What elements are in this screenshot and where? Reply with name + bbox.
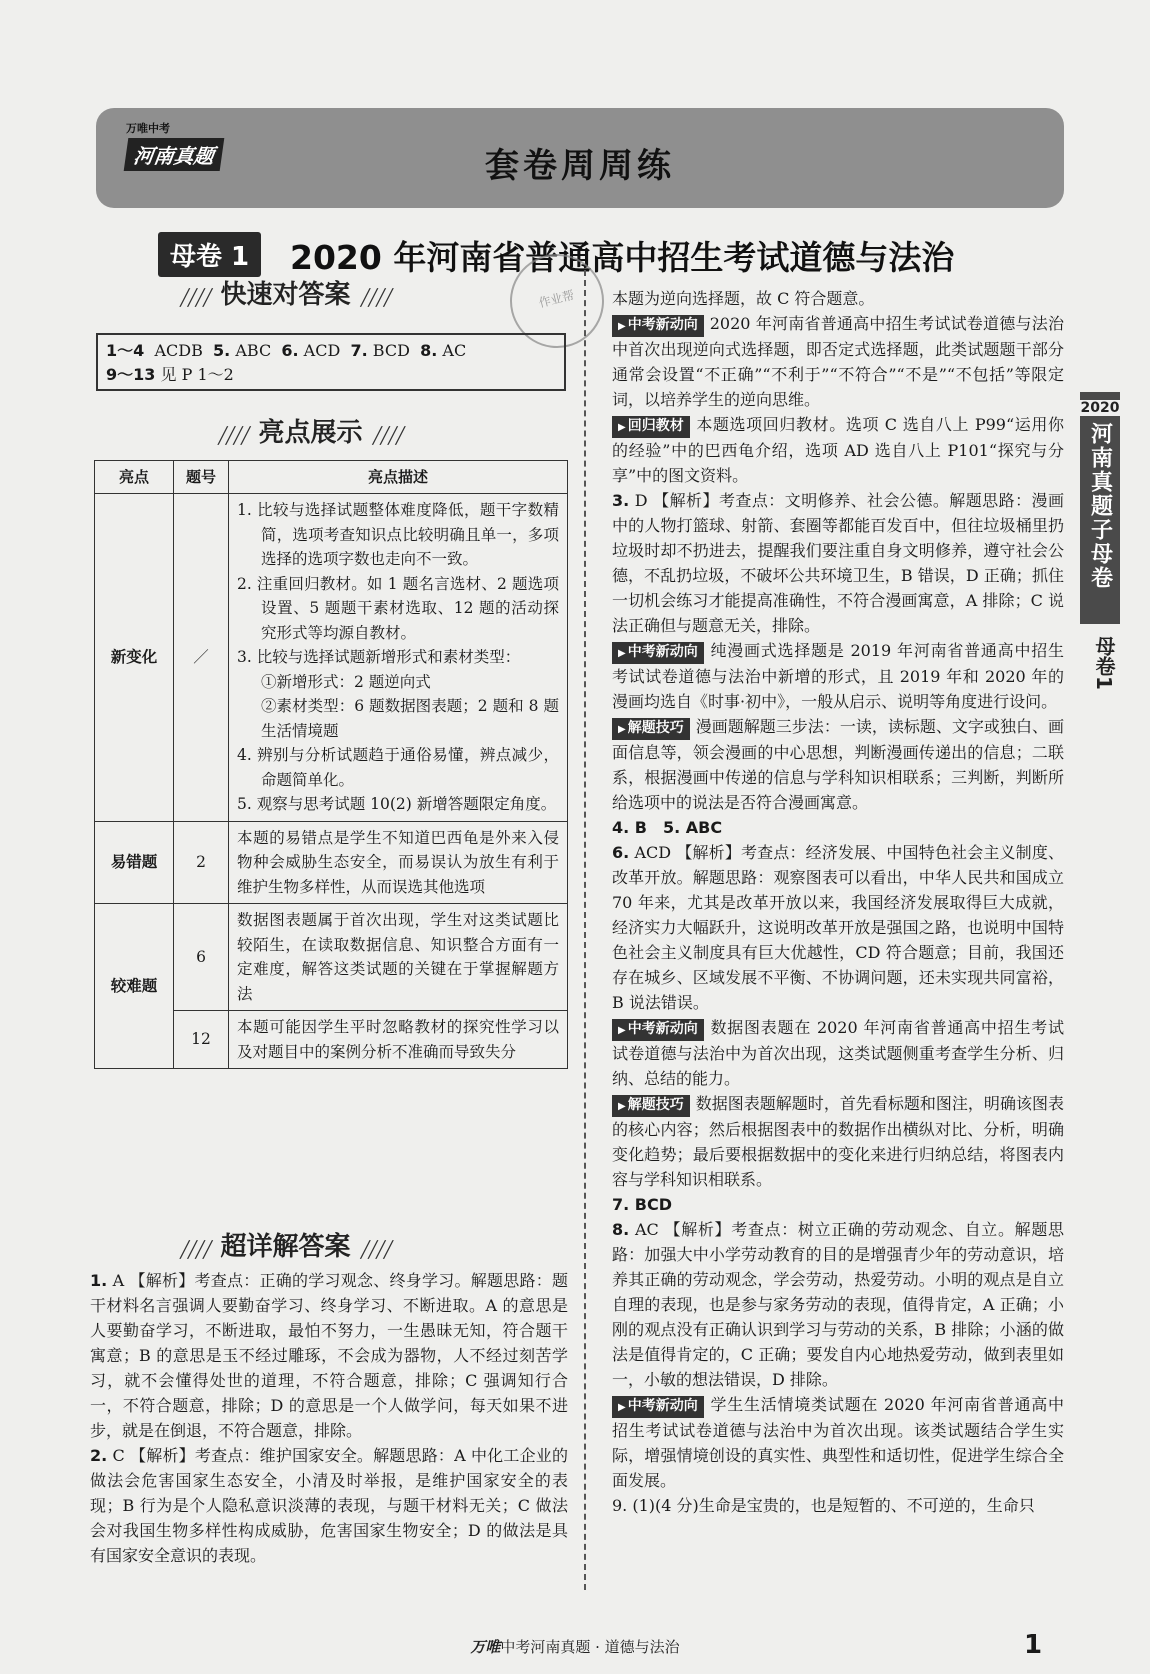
new-trend-tag: ▶ 中考新动向 — [612, 1396, 704, 1418]
quick-answer-line-1: 1～4 ACDB 5. ABC 6. ACD 7. BCD 8. AC — [106, 341, 467, 360]
row-number: 6 — [174, 904, 229, 1011]
row-number: 2 — [174, 821, 229, 904]
section-title-highlight: ╱╱╱╱ 亮点展示 ╱╱╱╱ — [218, 418, 404, 448]
row-number: 12 — [174, 1011, 229, 1069]
title-deco-icon: ╱╱╱╱ — [180, 288, 211, 307]
answer-item-8: 8. AC 【解析】考查点：树立正确的劳动观念、自立。解题思路：加强大中小学劳动教育的目的是增强青少年的劳动意识，培养其正确的劳动观念，学会劳动，热爱劳动。小明的观点是自立自理的表现，也是参与家务劳动的表现，值得肯定，A 正确；小刚的观点没有正确认识到学习与劳动的关系，B 排除；小涵的做法是值得肯定的，C 正确；要发自内心地热爱劳动，做到表里如一，小敏的想法错误，D 排除。 — [612, 1220, 1064, 1389]
note-block: ▶ 中考新动向 纯漫画式选择题是 2019 年河南省普通高中招生考试试卷道德与法治中新增的形式，且 2019 年和 2020 年的漫画均选自《时事·初中》，一般从启示、说明等角度进行设问。 — [612, 638, 1064, 714]
title-deco-icon: ╱╱╱╱ — [218, 426, 249, 445]
list-item: ②素材类型：6 题数据图表题；2 题和 8 题生活情境题 — [261, 697, 559, 740]
left-answer-column — [90, 1268, 568, 1568]
title-deco-icon: ╱╱╱╱ — [360, 288, 392, 307]
row-label: 新变化 — [95, 494, 174, 822]
back-to-textbook-tag: ▶ 回归教材 — [612, 416, 690, 438]
logo-top-text: 万唯中考 — [126, 122, 170, 135]
title-deco-icon: ╱╱╱╱ — [372, 426, 404, 445]
answer-item-1: 1. A 【解析】考查点：正确的学习观念、终身学习。解题思路：题干材料名言强调人要勤奋学习、终身学习、不断进取。A 的意思是人要勤奋学习，不断进取，最怕不努力，一生愚昧无知，符合题干寓意；B 的意思是玉不经过雕琢，不会成为器物，人不经过刻苦学习，就不会懂得处世的道理，不符合题意，排除；C 强调知行合一，不符合题意，排除；D 的意思是一个人做学问，每天如果不进步，就是在倒退，不符合题意，排除。 — [90, 1271, 568, 1440]
list-item: 3. 比较与选择试题新增形式和素材类型： — [237, 648, 521, 666]
volume-tag: 母卷 1 — [158, 232, 261, 277]
note-block: ▶ 中考新动向 2020 年河南省普通高中招生考试试卷道德与法治中首次出现逆向式选择题，即否定式选择题，此类试题题干部分通常会设置“不正确”“不利于”“不符合”“不是”“不包括”等限定词，以培养学生的逆向思维。 — [612, 311, 1064, 412]
answer-item-4-5: 4. B 5. ABC — [612, 818, 723, 837]
side-tab — [1080, 392, 1120, 624]
list-item: ①新增形式：2 题逆向式 — [261, 672, 431, 691]
side-tab-title: 河南真题子母卷 — [1087, 422, 1113, 590]
answer-item-9: 9. (1)(4 分)生命是宝贵的，也是短暂的、不可逆的，生命只 — [612, 1496, 1035, 1515]
solving-skill-tag: ▶ 解题技巧 — [612, 1095, 690, 1117]
answer-text: 本题为逆向选择题，故 C 符合题意。 — [612, 289, 875, 308]
table-header: 题号 — [174, 461, 229, 494]
row-label: 较难题 — [95, 904, 174, 1069]
table-header: 亮点描述 — [229, 461, 568, 494]
page-number: 1 — [1024, 1630, 1043, 1660]
title-deco-icon: ╱╱╱╱ — [360, 1240, 392, 1259]
note-block: ▶ 回归教材 本题选项回归教材。选项 C 选自八上 P99“运用你的经验”中的巴西龟介绍，选项 AD 选自八上 P101“探究与分享”中的图文资料。 — [612, 412, 1064, 488]
new-trend-tag: ▶ 中考新动向 — [612, 642, 704, 664]
section-title-detail: ╱╱╱╱ 超详解答案 ╱╱╱╱ — [180, 1232, 392, 1262]
table-header-row — [95, 461, 568, 494]
header-banner — [96, 108, 1064, 208]
solving-skill-tag: ▶ 解题技巧 — [612, 718, 690, 740]
table-row — [95, 904, 568, 1011]
right-answer-column — [612, 286, 1064, 1518]
note-block: ▶ 解题技巧 漫画题解题三步法：一读，读标题、文字或独白、画面信息等，领会漫画的中心思想，判断漫画传递出的信息；二联系，根据漫画中传递的信息与学科知识相联系；三判断，判断所给选项中的说法是否符合漫画寓意。 — [612, 714, 1064, 815]
quick-answer-box — [96, 333, 566, 391]
row-description: 本题的易错点是学生不知道巴西龟是外来入侵物种会威胁生态安全，而易误认为放生有利于维护生物多样性，从而误选其他选项 — [229, 821, 568, 904]
table-row — [95, 821, 568, 904]
table-row — [95, 494, 568, 822]
footer — [0, 1636, 1150, 1657]
list-item: 4. 辨别与分析试题趋于通俗易懂，辨点减少，命题简单化。 — [237, 746, 559, 789]
footer-brand: 万唯 — [470, 1638, 501, 1656]
banner-title: 套卷周周练 — [485, 146, 675, 186]
answer-item-6: 6. ACD 【解析】考查点：经济发展、中国特色社会主义制度、改革开放。解题思路：观察图表可以看出，中华人民共和国成立 70 年来，尤其是改革开放以来，我国经济发展取得巨大成就，经济实力大幅跃升，这说明改革开放是强国之路，也说明中国特色社会主义制度具有巨大优越性，CD 符合题意；目前，我国还存在城乡、区域发展不平衡、不协调问题，还未实现共同富裕，B 说法错误。 — [612, 843, 1064, 1012]
new-trend-tag: ▶ 中考新动向 — [612, 315, 704, 337]
new-trend-tag: ▶ 中考新动向 — [612, 1019, 704, 1041]
answer-item-7: 7. BCD — [612, 1195, 672, 1214]
section-title-quick: ╱╱╱╱ 快速对答案 ╱╱╱╱ — [180, 280, 392, 310]
row-number: ／ — [174, 494, 229, 822]
row-description: 本题可能因学生平时忽略教材的探究性学习以及对题目中的案例分析不准确而导致失分 — [229, 1011, 568, 1069]
quick-answer-line-2: 9～13 见 P 1～2 — [106, 365, 234, 384]
brand-logo — [126, 120, 234, 180]
logo-main-text: 河南真题 — [124, 138, 225, 171]
answer-item-3: 3. D 【解析】考查点：文明修养、社会公德。解题思路：漫画中的人物打篮球、射箭、套圈等都能百发百中，但往垃圾桶里扔垃圾时却不扔进去，提醒我们要注重自身文明修养，遵守社会公德，不乱扔垃圾，不破坏公共环境卫生，B 错误，D 正确；抓住一切机会练习才能提高准确性，不符合漫画寓意，A 排除；C 说法正确但与题意无关，排除。 — [612, 491, 1064, 635]
row-description: 数据图表题属于首次出现，学生对这类试题比较陌生，在读取数据信息、知识整合方面有一定难度，解答这类试题的关键在于掌握解题方法 — [229, 904, 568, 1011]
list-item: 1. 比较与选择试题整体难度降低，题干字数精简，选项考查知识点比较明确且单一，多项选择的选项字数也走向不一致。 — [237, 501, 559, 568]
list-item: 2. 注重回归教材。如 1 题名言选材、2 题选项设置、5 题题干素材选取、12 题的活动探究形式等均源自教材。 — [237, 574, 559, 642]
column-divider — [584, 270, 586, 1590]
side-tab-year: 2020 — [1080, 400, 1120, 416]
list-item: 5. 观察与思考试题 10(2) 新增答题限定角度。 — [237, 795, 557, 813]
title-deco-icon: ╱╱╱╱ — [180, 1240, 211, 1259]
watermark-stamp: 作业帮 — [500, 244, 614, 358]
row-description — [229, 494, 568, 822]
side-volume-label: 母卷1 — [1092, 636, 1116, 690]
note-block: ▶ 中考新动向 学生生活情境类试题在 2020 年河南省普通高中招生考试试卷道德与法治中为首次出现。该类试题结合学生实际，增强情境创设的真实性、典型性和适切性，促进学生综合全面发展。 — [612, 1392, 1064, 1493]
row-label: 易错题 — [95, 821, 174, 904]
note-block: ▶ 中考新动向 数据图表题在 2020 年河南省普通高中招生考试试卷道德与法治中为首次出现，这类试题侧重考查学生分析、归纳、总结的能力。 — [612, 1015, 1064, 1091]
table-header: 亮点 — [95, 461, 174, 494]
footer-text: 中考河南真题 · 道德与法治 — [500, 1638, 680, 1656]
note-block: ▶ 解题技巧 数据图表题解题时，首先看标题和图注，明确该图表的核心内容；然后根据图表中的数据作出横纵对比、分析，明确变化趋势；最后要根据数据中的变化来进行归纳总结，将图表内容与学科知识相联系。 — [612, 1091, 1064, 1192]
answer-item-2: 2. C 【解析】考查点：维护国家安全。解题思路：A 中化工企业的做法会危害国家生态安全，小清及时举报，是维护国家安全的表现；B 行为是个人隐私意识淡薄的表现，与题干材料无关；C 做法会对我国生物多样性构成威胁，危害国家生物安全；D 的做法是具有国家安全意识的表现。 — [90, 1446, 568, 1565]
highlight-table — [94, 460, 568, 1069]
page-title: 2020 年河南省普通高中招生考试道德与法治 — [290, 238, 955, 277]
